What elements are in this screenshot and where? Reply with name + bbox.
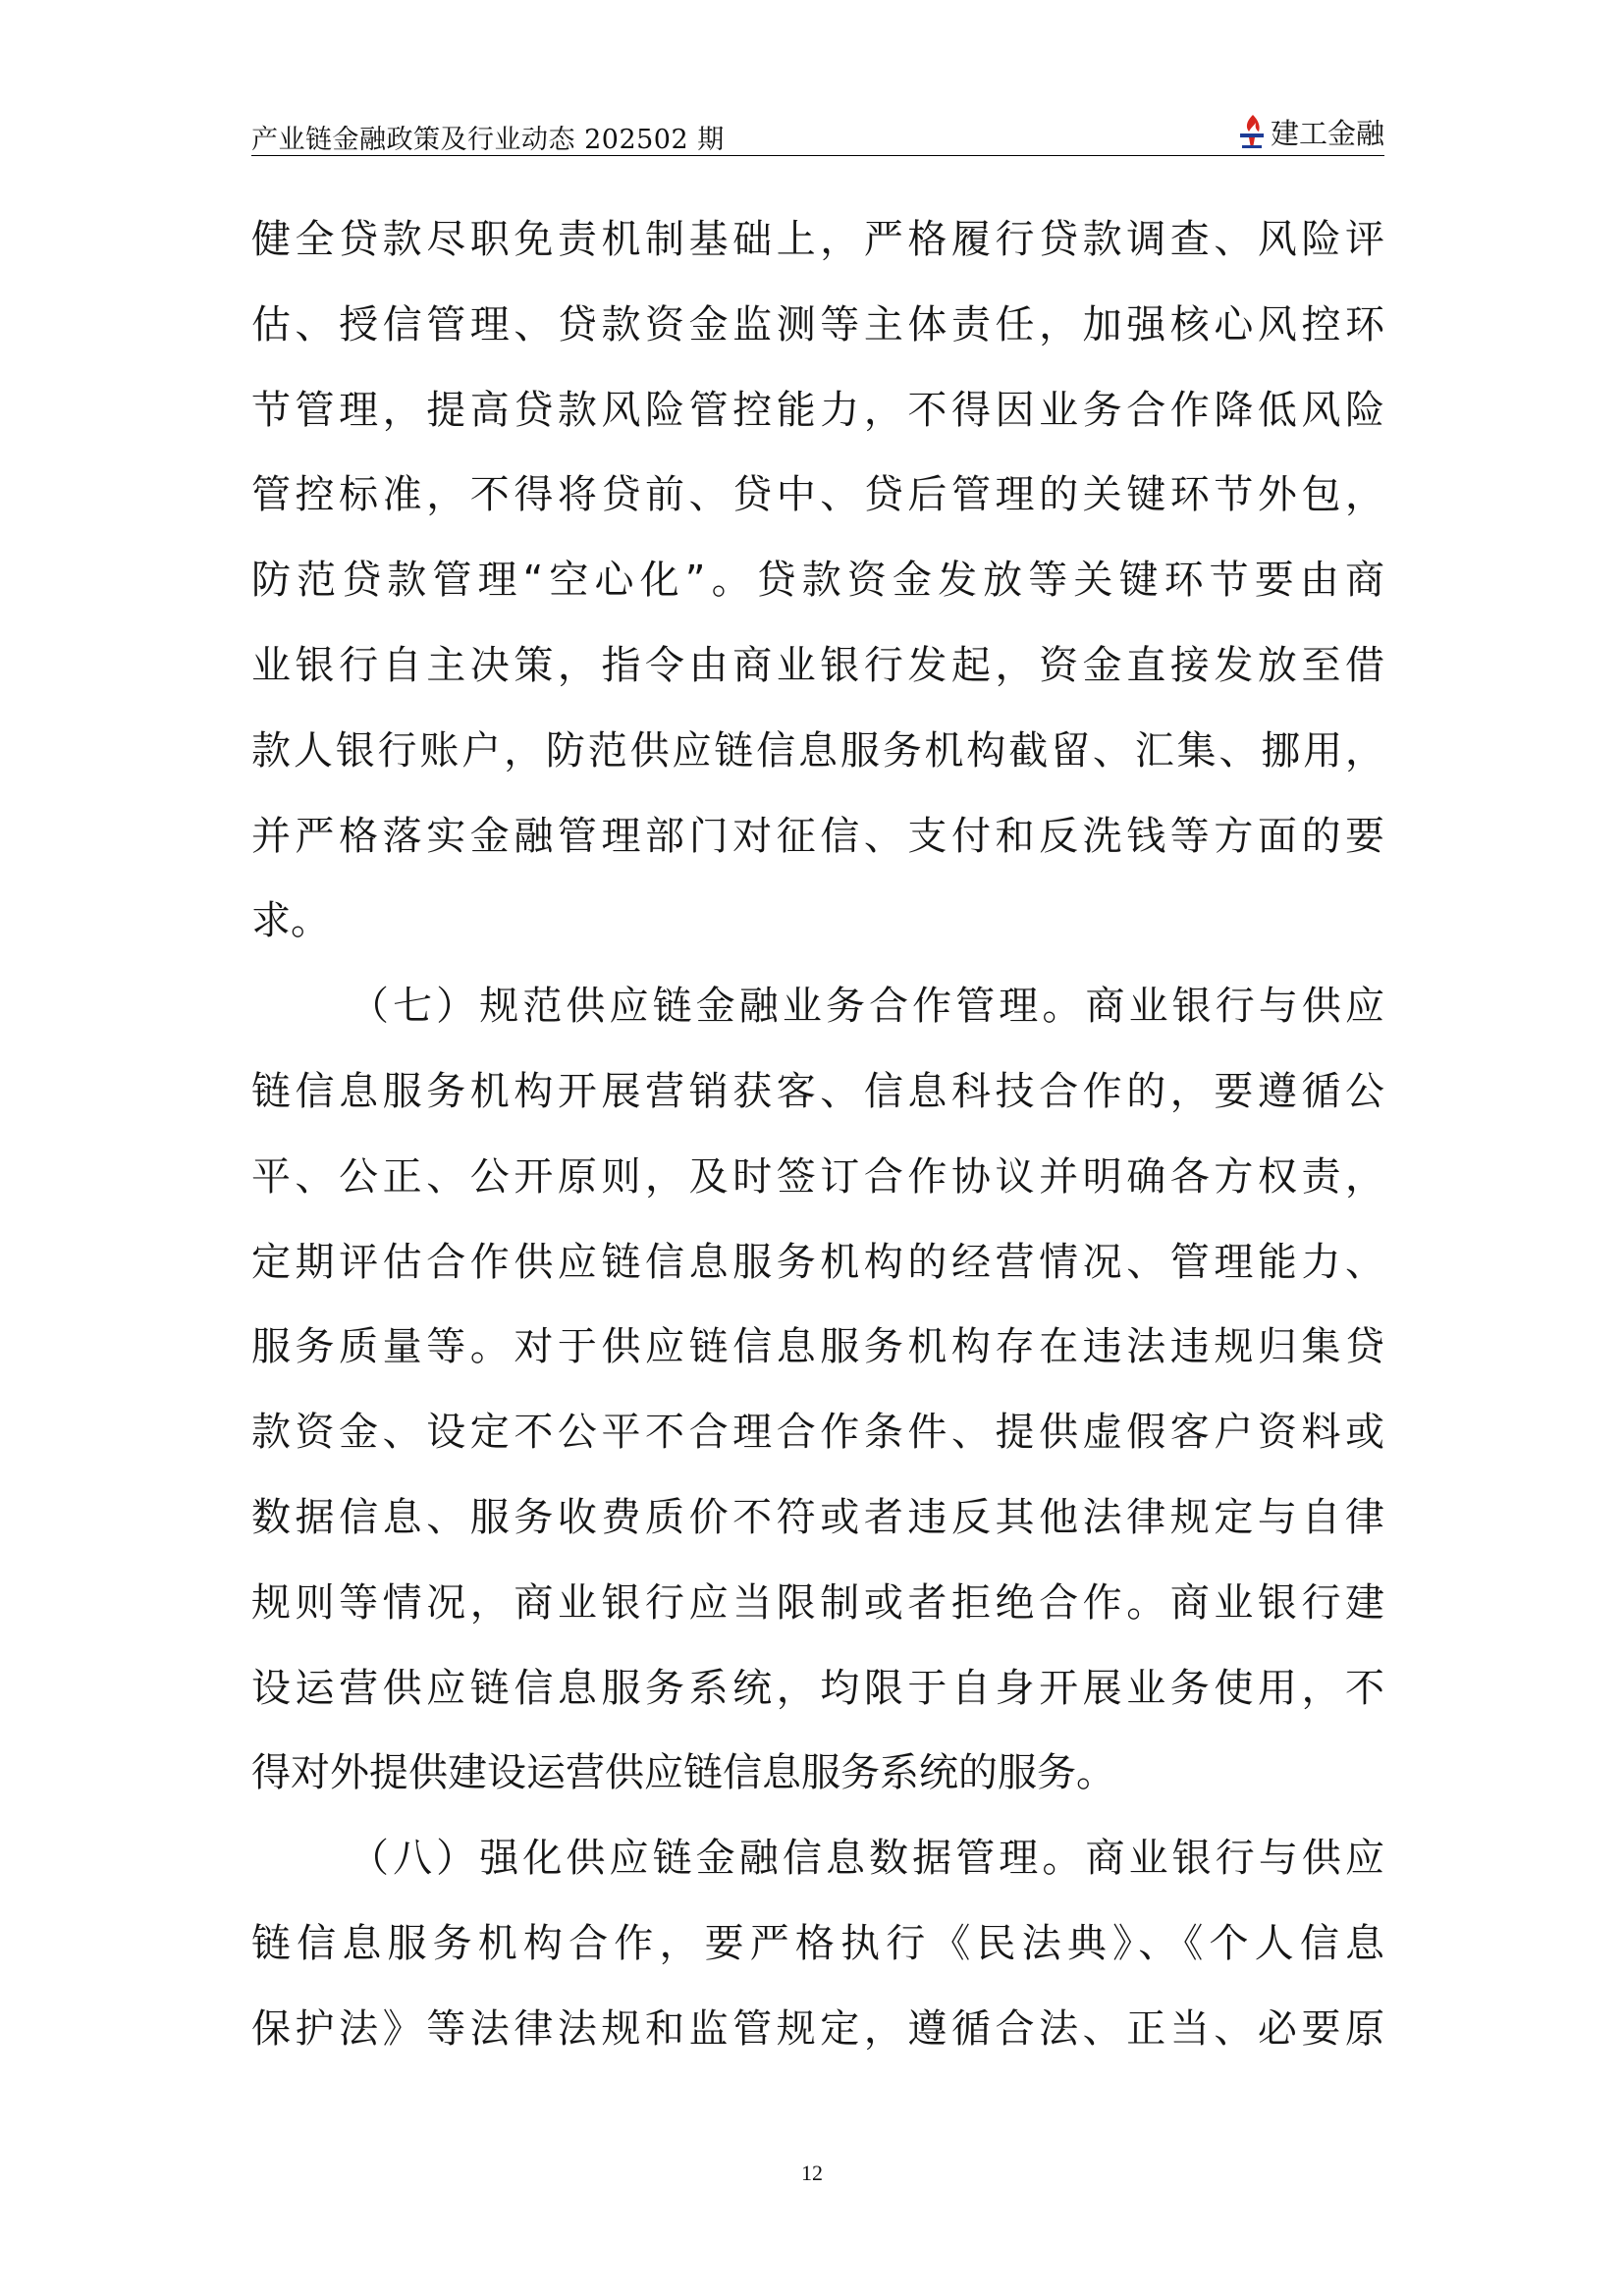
text-line: 链信息服务机构开展营销获客、信息科技合作的，要遵循公 bbox=[251, 1068, 1384, 1114]
text-line: 业银行自主决策，指令由商业银行发起，资金直接发放至借 bbox=[251, 642, 1384, 688]
text-line: 服务质量等。对于供应链信息服务机构存在违法违规归集贷 bbox=[251, 1324, 1384, 1370]
text-line: 并严格落实金融管理部门对征信、支付和反洗钱等方面的要 bbox=[251, 813, 1384, 859]
text-line: 款资金、设定不公平不合理合作条件、提供虚假客户资料或 bbox=[251, 1410, 1384, 1456]
text-line: 链信息服务机构合作，要严格执行《民法典》、《个人信息 bbox=[251, 1920, 1384, 1966]
brand-name: 建工金融 bbox=[1270, 116, 1384, 150]
logo-red-flame bbox=[1247, 115, 1260, 132]
text-line: 健全贷款尽职免责机制基础上，严格履行贷款调查、风险评 bbox=[251, 217, 1384, 262]
header-title: 产业链金融政策及行业动态 202502 期 bbox=[251, 125, 725, 155]
text-line: 节管理，提高贷款风险管控能力，不得因业务合作降低风险 bbox=[251, 387, 1384, 433]
text-line: 防范贷款管理“空心化”。贷款资金发放等关键环节要由商 bbox=[251, 558, 1384, 604]
text-line: 得对外提供建设运营供应链信息服务系统的服务。 bbox=[251, 1750, 1115, 1796]
text-line: 管控标准，不得将贷前、贷中、贷后管理的关键环节外包， bbox=[251, 472, 1384, 518]
logo-blue-foot bbox=[1242, 145, 1262, 148]
text-line: 求。 bbox=[251, 898, 330, 944]
text-line: 款人银行账户，防范供应链信息服务机构截留、汇集、挪用， bbox=[251, 727, 1384, 774]
text-line: 估、授信管理、贷款资金监测等主体责任，加强核心风控环 bbox=[251, 301, 1384, 347]
section-heading-line: （八）强化供应链金融信息数据管理。商业银行与供应 bbox=[350, 1836, 1384, 1882]
section-heading-line: （七）规范供应链金融业务合作管理。商业银行与供应 bbox=[350, 984, 1384, 1030]
page-header bbox=[251, 110, 1384, 156]
logo-blue-bar bbox=[1240, 133, 1264, 137]
page-number: 12 bbox=[801, 2161, 823, 2185]
text-line: 定期评估合作供应链信息服务机构的经营情况、管理能力、 bbox=[251, 1239, 1384, 1285]
brand bbox=[1237, 112, 1384, 151]
text-line: 平、公正、公开原则，及时签订合作协议并明确各方权责， bbox=[251, 1153, 1384, 1200]
text-line: 设运营供应链信息服务系统，均限于自身开展业务使用，不 bbox=[251, 1665, 1384, 1711]
body-text bbox=[251, 210, 1384, 2085]
company-logo-icon bbox=[1237, 113, 1267, 150]
text-line: 数据信息、服务收费质价不符或者违反其他法律规定与自律 bbox=[251, 1494, 1384, 1540]
text-line: 保护法》等法律法规和监管规定，遵循合法、正当、必要原 bbox=[251, 2005, 1384, 2052]
text-line: 规则等情况，商业银行应当限制或者拒绝合作。商业银行建 bbox=[251, 1579, 1384, 1626]
